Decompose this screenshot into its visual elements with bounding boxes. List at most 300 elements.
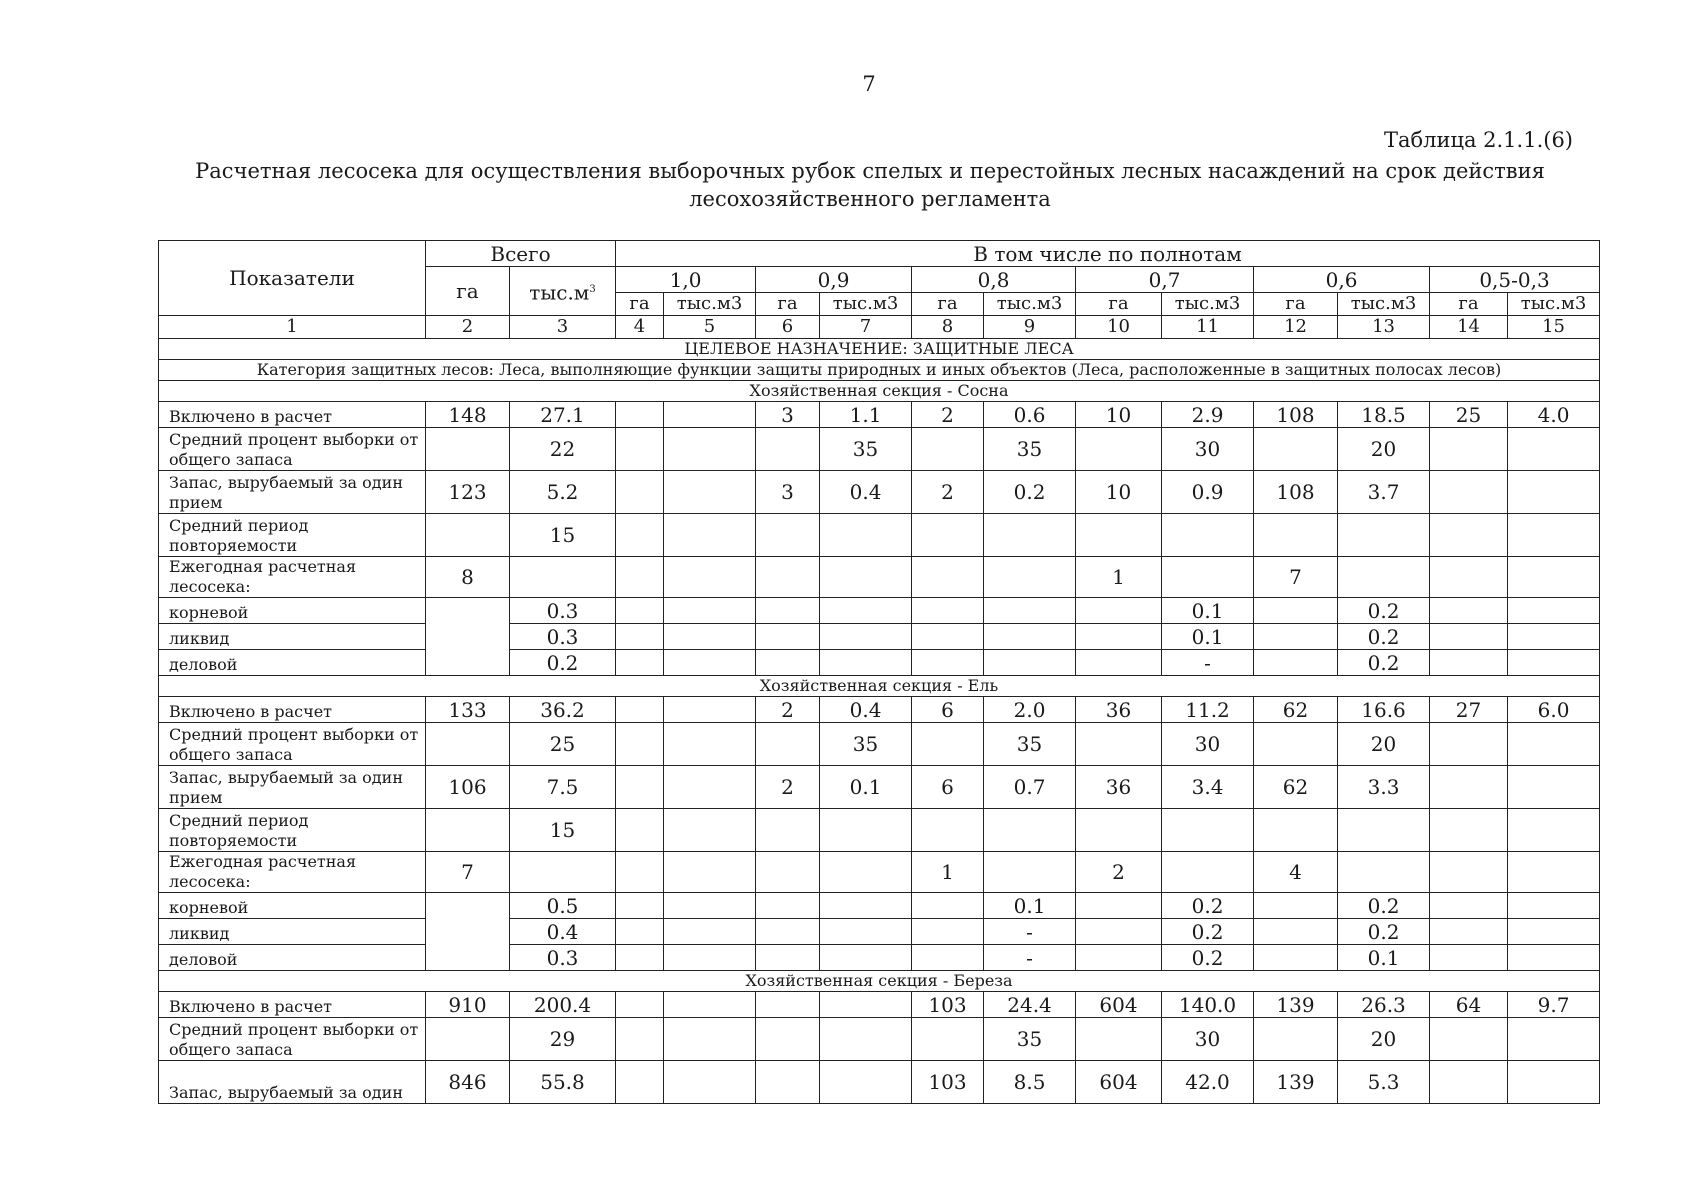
row-label: Ежегодная расчетная лесосека: xyxy=(159,557,426,598)
table-cell xyxy=(664,766,756,809)
table-cell xyxy=(756,1018,820,1061)
table-row xyxy=(159,428,1600,471)
table-cell xyxy=(1508,945,1600,971)
table-cell xyxy=(1254,428,1338,471)
category-label: Категория защитных лесов: Леса, выполняющие функции защиты природных и иных объектов (Леса, расположенные в защитных полосах лесов) xyxy=(159,360,1600,381)
table-cell: 6 xyxy=(912,697,984,723)
table-cell xyxy=(664,428,756,471)
table-cell xyxy=(756,624,820,650)
table-cell: 1.1 xyxy=(820,402,912,428)
table-cell xyxy=(912,945,984,971)
table-row xyxy=(159,650,1600,676)
table-cell: 20 xyxy=(1338,428,1430,471)
table-cell xyxy=(912,1018,984,1061)
table-cell xyxy=(820,1018,912,1061)
table-cell xyxy=(1430,557,1508,598)
column-number: 14 xyxy=(1430,316,1508,339)
header-density-3: 0,8 xyxy=(912,267,1076,293)
table-cell: 123 xyxy=(426,471,510,514)
table-cell xyxy=(664,598,756,624)
table-cell: 2 xyxy=(756,766,820,809)
table-cell xyxy=(1254,809,1338,852)
table-cell xyxy=(984,852,1076,893)
row-label: корневой xyxy=(159,598,426,624)
table-cell: 140.0 xyxy=(1162,992,1254,1018)
table-cell xyxy=(1338,557,1430,598)
table-cell xyxy=(1430,919,1508,945)
table-cell: 36.2 xyxy=(510,697,616,723)
table-cell xyxy=(1254,514,1338,557)
table-cell xyxy=(820,809,912,852)
table-cell xyxy=(1430,723,1508,766)
table-cell: 25 xyxy=(1430,402,1508,428)
table-cell xyxy=(820,624,912,650)
table-cell xyxy=(616,428,664,471)
table-cell: 0.9 xyxy=(1162,471,1254,514)
header-by-density: В том числе по полнотам xyxy=(616,241,1600,267)
table-cell xyxy=(1076,809,1162,852)
table-cell xyxy=(1338,809,1430,852)
table-cell xyxy=(1076,514,1162,557)
table-cell: - xyxy=(984,945,1076,971)
row-label: Запас, вырубаемый за один прием xyxy=(159,471,426,514)
table-cell xyxy=(984,557,1076,598)
table-cell xyxy=(912,650,984,676)
table-cell xyxy=(616,945,664,971)
table-cell xyxy=(912,557,984,598)
table-cell xyxy=(510,557,616,598)
table-cell: 29 xyxy=(510,1018,616,1061)
table-cell xyxy=(616,992,664,1018)
column-number: 12 xyxy=(1254,316,1338,339)
table-cell xyxy=(1430,945,1508,971)
table-cell xyxy=(616,809,664,852)
section-title: Хозяйственная секция - Сосна xyxy=(159,381,1600,402)
table-cell xyxy=(616,766,664,809)
row-label: Запас, вырубаемый за один xyxy=(159,1061,426,1104)
table-cell xyxy=(616,893,664,919)
table-cell: 2 xyxy=(912,471,984,514)
table-cell: 3.3 xyxy=(1338,766,1430,809)
table-cell xyxy=(616,650,664,676)
table-cell: 0.2 xyxy=(1338,624,1430,650)
table-cell xyxy=(1162,557,1254,598)
table-cell xyxy=(912,919,984,945)
table-row xyxy=(159,624,1600,650)
table-cell xyxy=(1508,893,1600,919)
table-cell xyxy=(1508,766,1600,809)
table-cell: 0.7 xyxy=(984,766,1076,809)
purpose-label: ЦЕЛЕВОЕ НАЗНАЧЕНИЕ: ЗАЩИТНЫЕ ЛЕСА xyxy=(159,339,1600,360)
table-cell: 62 xyxy=(1254,697,1338,723)
header-volume: тыс.м3 xyxy=(820,293,912,316)
table-cell: 4.0 xyxy=(1508,402,1600,428)
table-cell: 6 xyxy=(912,766,984,809)
table-cell xyxy=(1508,650,1600,676)
table-cell xyxy=(1162,809,1254,852)
column-number-row xyxy=(159,316,1600,339)
table-cell: 9.7 xyxy=(1508,992,1600,1018)
table-cell xyxy=(616,598,664,624)
table-cell xyxy=(820,514,912,557)
table-cell: 0.2 xyxy=(1338,893,1430,919)
table-cell: - xyxy=(984,919,1076,945)
row-label: Включено в расчет xyxy=(159,697,426,723)
column-number: 2 xyxy=(426,316,510,339)
table-cell: 108 xyxy=(1254,471,1338,514)
table-cell xyxy=(1254,723,1338,766)
table-cell xyxy=(664,697,756,723)
table-cell xyxy=(984,514,1076,557)
table-cell: 604 xyxy=(1076,1061,1162,1104)
table-cell: 5.2 xyxy=(510,471,616,514)
table-cell xyxy=(984,624,1076,650)
table-row xyxy=(159,514,1600,557)
table-cell xyxy=(1508,598,1600,624)
table-cell: 20 xyxy=(1338,723,1430,766)
table-cell xyxy=(912,809,984,852)
header-indicators: Показатели xyxy=(159,241,426,316)
header-volume: тыс.м3 xyxy=(664,293,756,316)
table-cell xyxy=(756,919,820,945)
table-row xyxy=(159,992,1600,1018)
table-cell: 35 xyxy=(984,428,1076,471)
table-cell xyxy=(984,598,1076,624)
table-cell xyxy=(616,1061,664,1104)
table-cell: 108 xyxy=(1254,402,1338,428)
section-header-row xyxy=(159,381,1600,402)
section-header-row xyxy=(159,971,1600,992)
table-row xyxy=(159,852,1600,893)
table-cell xyxy=(912,514,984,557)
column-number: 1 xyxy=(159,316,426,339)
table-cell: 3 xyxy=(756,402,820,428)
table-cell: 103 xyxy=(912,992,984,1018)
table-cell xyxy=(616,852,664,893)
table-cell xyxy=(756,723,820,766)
header-density-2: 0,9 xyxy=(756,267,912,293)
section-title: Хозяйственная секция - Ель xyxy=(159,676,1600,697)
table-cell xyxy=(1508,852,1600,893)
table-cell: 0.4 xyxy=(820,471,912,514)
table-cell: 0.3 xyxy=(510,624,616,650)
table-cell xyxy=(426,598,510,676)
table-cell xyxy=(1430,598,1508,624)
table-cell: 2.9 xyxy=(1162,402,1254,428)
table-row xyxy=(159,723,1600,766)
table-cell: 27 xyxy=(1430,697,1508,723)
row-label: Средний процент выборки от общего запаса xyxy=(159,428,426,471)
table-cell xyxy=(820,650,912,676)
table-cell xyxy=(664,514,756,557)
table-cell xyxy=(1076,723,1162,766)
table-cell xyxy=(1508,1018,1600,1061)
table-cell xyxy=(1508,919,1600,945)
table-cell xyxy=(1254,624,1338,650)
table-cell xyxy=(1076,1018,1162,1061)
table-row xyxy=(159,598,1600,624)
table-cell: 103 xyxy=(912,1061,984,1104)
table-cell xyxy=(1508,428,1600,471)
page-number: 7 xyxy=(862,72,876,96)
table-row xyxy=(159,471,1600,514)
table-cell: 7.5 xyxy=(510,766,616,809)
table-cell: 55.8 xyxy=(510,1061,616,1104)
table-cell xyxy=(756,598,820,624)
table-cell: 0.2 xyxy=(1162,893,1254,919)
table-cell: 133 xyxy=(426,697,510,723)
table-cell xyxy=(1430,471,1508,514)
row-label: Средний процент выборки от общего запаса xyxy=(159,1018,426,1061)
column-number: 13 xyxy=(1338,316,1430,339)
table-cell xyxy=(820,945,912,971)
table-cell: 26.3 xyxy=(1338,992,1430,1018)
table-cell: 0.1 xyxy=(984,893,1076,919)
table-cell: 30 xyxy=(1162,723,1254,766)
felling-table xyxy=(158,240,1600,1104)
table-cell xyxy=(1254,919,1338,945)
table-cell xyxy=(756,809,820,852)
table-cell: 7 xyxy=(1254,557,1338,598)
table-cell xyxy=(820,557,912,598)
table-row xyxy=(159,766,1600,809)
table-cell: 30 xyxy=(1162,428,1254,471)
table-cell: 2 xyxy=(1076,852,1162,893)
table-cell xyxy=(664,1061,756,1104)
table-cell xyxy=(756,557,820,598)
table-cell xyxy=(1430,650,1508,676)
column-number: 6 xyxy=(756,316,820,339)
table-cell xyxy=(1508,557,1600,598)
table-cell xyxy=(664,402,756,428)
row-label: Средний период повторяемости xyxy=(159,514,426,557)
table-cell: 200.4 xyxy=(510,992,616,1018)
table-cell xyxy=(1076,598,1162,624)
column-number: 11 xyxy=(1162,316,1254,339)
table-cell: 148 xyxy=(426,402,510,428)
table-cell: 3 xyxy=(756,471,820,514)
table-cell xyxy=(912,893,984,919)
header-row-1 xyxy=(159,241,1600,267)
row-label: Включено в расчет xyxy=(159,402,426,428)
table-cell: 0.2 xyxy=(1162,919,1254,945)
table-cell xyxy=(664,919,756,945)
table-cell: 24.4 xyxy=(984,992,1076,1018)
table-cell xyxy=(1508,723,1600,766)
table-cell xyxy=(1254,650,1338,676)
table-cell: 0.1 xyxy=(1162,598,1254,624)
table-cell: 16.6 xyxy=(1338,697,1430,723)
row-label: ликвид xyxy=(159,624,426,650)
table-cell: 0.2 xyxy=(1162,945,1254,971)
table-cell: 4 xyxy=(1254,852,1338,893)
table-cell xyxy=(1076,650,1162,676)
table-cell xyxy=(912,428,984,471)
header-total-volume: $тыс.м^3$ xyxy=(510,267,616,316)
table-cell: 27.1 xyxy=(510,402,616,428)
table-cell xyxy=(664,471,756,514)
table-cell: 62 xyxy=(1254,766,1338,809)
column-number: 10 xyxy=(1076,316,1162,339)
table-cell: 139 xyxy=(1254,992,1338,1018)
row-label: Запас, вырубаемый за один прием xyxy=(159,766,426,809)
table-cell: - xyxy=(1162,650,1254,676)
table-cell xyxy=(1076,919,1162,945)
table-cell: 25 xyxy=(510,723,616,766)
row-label: Средний период повторяемости xyxy=(159,809,426,852)
table-cell xyxy=(1338,514,1430,557)
table-cell xyxy=(1254,893,1338,919)
table-cell xyxy=(426,809,510,852)
table-cell: 8 xyxy=(426,557,510,598)
table-cell xyxy=(820,919,912,945)
table-cell xyxy=(756,514,820,557)
table-cell xyxy=(756,1061,820,1104)
table-cell xyxy=(664,723,756,766)
table-row xyxy=(159,809,1600,852)
row-label: Средний процент выборки от общего запаса xyxy=(159,723,426,766)
table-cell xyxy=(1076,624,1162,650)
table-cell xyxy=(616,514,664,557)
table-row xyxy=(159,557,1600,598)
table-cell xyxy=(664,624,756,650)
table-cell: 35 xyxy=(820,723,912,766)
table-cell: 3.4 xyxy=(1162,766,1254,809)
table-row xyxy=(159,945,1600,971)
column-number: 7 xyxy=(820,316,912,339)
table-cell: 3.7 xyxy=(1338,471,1430,514)
table-cell xyxy=(1254,1018,1338,1061)
table-row xyxy=(159,1061,1600,1104)
table-cell xyxy=(426,514,510,557)
header-volume: тыс.м3 xyxy=(1162,293,1254,316)
table-cell xyxy=(664,557,756,598)
column-number: 3 xyxy=(510,316,616,339)
table-cell xyxy=(1430,1061,1508,1104)
header-total: Всего xyxy=(426,241,616,267)
table-cell xyxy=(1430,766,1508,809)
header-volume: тыс.м3 xyxy=(984,293,1076,316)
table-cell xyxy=(1430,1018,1508,1061)
table-cell xyxy=(664,650,756,676)
table-cell xyxy=(664,852,756,893)
table-cell: 0.2 xyxy=(510,650,616,676)
table-cell xyxy=(1076,893,1162,919)
table-cell: 10 xyxy=(1076,402,1162,428)
table-cell: 35 xyxy=(984,1018,1076,1061)
table-cell: 910 xyxy=(426,992,510,1018)
header-ha: га xyxy=(1254,293,1338,316)
table-cell xyxy=(1076,428,1162,471)
table-cell: 106 xyxy=(426,766,510,809)
table-cell: 0.3 xyxy=(510,598,616,624)
table-cell: 0.2 xyxy=(1338,598,1430,624)
header-volume: тыс.м3 xyxy=(1508,293,1600,316)
table-row xyxy=(159,402,1600,428)
table-cell: 7 xyxy=(426,852,510,893)
table-cell: 2 xyxy=(912,402,984,428)
table-cell: 2 xyxy=(756,697,820,723)
table-cell: 0.4 xyxy=(820,697,912,723)
table-cell: 0.1 xyxy=(1338,945,1430,971)
table-cell: 0.6 xyxy=(984,402,1076,428)
table-cell: 35 xyxy=(820,428,912,471)
table-cell xyxy=(1430,428,1508,471)
table-cell: 8.5 xyxy=(984,1061,1076,1104)
table-cell xyxy=(1254,598,1338,624)
purpose-row xyxy=(159,339,1600,360)
header-volume: тыс.м3 xyxy=(1338,293,1430,316)
header-ha: га xyxy=(616,293,664,316)
table-cell xyxy=(912,624,984,650)
row-label: корневой xyxy=(159,893,426,919)
table-cell: 36 xyxy=(1076,766,1162,809)
table-cell: 0.1 xyxy=(820,766,912,809)
table-cell: 1 xyxy=(912,852,984,893)
table-cell xyxy=(426,893,510,971)
table-cell xyxy=(426,723,510,766)
table-cell xyxy=(664,1018,756,1061)
table-cell xyxy=(820,893,912,919)
table-cell xyxy=(756,852,820,893)
table-cell: 0.5 xyxy=(510,893,616,919)
table-cell: 0.3 xyxy=(510,945,616,971)
header-ha: га xyxy=(1430,293,1508,316)
table-cell xyxy=(756,650,820,676)
table-label: Таблица 2.1.1.(6) xyxy=(1383,128,1573,152)
table-cell xyxy=(1162,852,1254,893)
table-cell: 20 xyxy=(1338,1018,1430,1061)
table-cell xyxy=(616,557,664,598)
table-cell xyxy=(820,1061,912,1104)
table-cell: 11.2 xyxy=(1162,697,1254,723)
table-cell xyxy=(1430,624,1508,650)
row-label: Ежегодная расчетная лесосека: xyxy=(159,852,426,893)
table-cell: 10 xyxy=(1076,471,1162,514)
table-cell xyxy=(1254,945,1338,971)
header-density-4: 0,7 xyxy=(1076,267,1254,293)
table-cell xyxy=(616,723,664,766)
table-cell: 604 xyxy=(1076,992,1162,1018)
header-ha: га xyxy=(912,293,984,316)
table-cell xyxy=(510,852,616,893)
table-cell: 42.0 xyxy=(1162,1061,1254,1104)
section-header-row xyxy=(159,676,1600,697)
section-title: Хозяйственная секция - Береза xyxy=(159,971,1600,992)
table-cell: 15 xyxy=(510,809,616,852)
table-cell xyxy=(426,428,510,471)
table-cell xyxy=(1508,624,1600,650)
table-cell xyxy=(616,1018,664,1061)
table-cell: 0.2 xyxy=(984,471,1076,514)
table-cell xyxy=(1508,471,1600,514)
header-ha: га xyxy=(756,293,820,316)
row-label: деловой xyxy=(159,945,426,971)
table-cell xyxy=(664,945,756,971)
table-cell: 35 xyxy=(984,723,1076,766)
table-title: Расчетная лесосека для осуществления выборочных рубок спелых и перестойных лесных насаждений на срок действия лесохозяйственного регламента xyxy=(195,159,1545,211)
table-cell: 22 xyxy=(510,428,616,471)
table-cell xyxy=(1430,893,1508,919)
table-cell xyxy=(616,624,664,650)
table-cell xyxy=(756,893,820,919)
row-label: деловой xyxy=(159,650,426,676)
header-density-6: 0,5-0,3 xyxy=(1430,267,1600,293)
column-number: 9 xyxy=(984,316,1076,339)
table-cell: 0.1 xyxy=(1162,624,1254,650)
row-label: ликвид xyxy=(159,919,426,945)
table-cell: 0.2 xyxy=(1338,650,1430,676)
